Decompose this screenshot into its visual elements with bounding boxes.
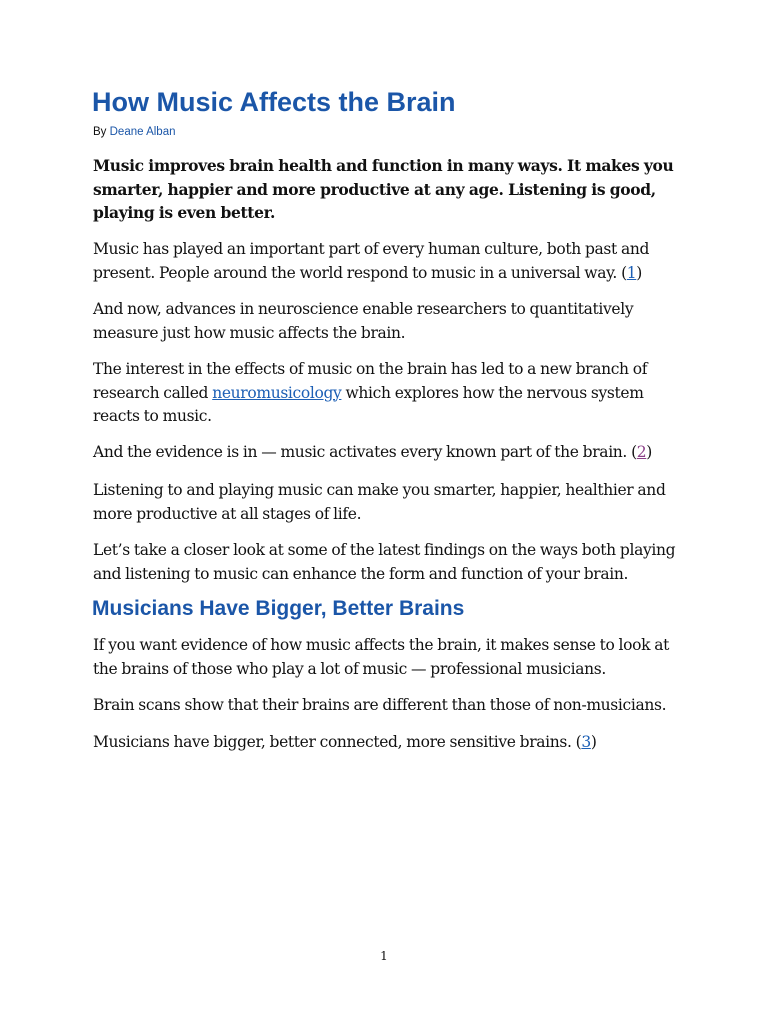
paragraph-evidence <box>93 441 683 465</box>
section-heading: Musicians Have Bigger, Better Brains <box>92 597 465 620</box>
neuromusicology-link[interactable]: neuromusicology <box>212 383 342 402</box>
paragraph-bigger-brains <box>93 731 683 755</box>
page-number: 1 <box>380 949 388 963</box>
paragraph-text: ) <box>636 263 642 282</box>
paragraph-brain-scans: Brain scans show that their brains are different than those of non-musicians. <box>93 696 667 714</box>
paragraph-text: ) <box>646 443 652 461</box>
citation-link-1[interactable]: 1 <box>626 263 637 282</box>
paragraph-musicians-evidence: If you want evidence of how music affects the brain, it makes sense to look at the brains of those who play a lot of music — professional musicians. <box>93 636 669 678</box>
paragraph-text: And the evidence is in — music activates every known part of the brain. ( <box>93 443 637 461</box>
paragraph-neuroscience: And now, advances in neuroscience enable researchers to quantitatively measure just how music affects the brain. <box>93 300 634 342</box>
paragraph-text: The interest in the effects of music on the brain has led to a new branch of research called <box>93 360 648 402</box>
paragraph-text: which explores how the nervous system reacts to music. <box>93 383 644 425</box>
citation-link-2[interactable]: 2 <box>636 443 647 461</box>
paragraph-benefits: Listening to and playing music can make you smarter, happier, healthier and more productive at all stages of life. <box>93 481 666 523</box>
byline <box>93 124 176 140</box>
byline-prefix: By <box>93 126 107 138</box>
paragraph-text: ) <box>590 733 597 751</box>
lead-paragraph: Music improves brain health and function in many ways. It makes you smarter, happier and more productive at any age. Listening is good, playing is even better. <box>93 156 674 222</box>
paragraph-closer-look: Let’s take a closer look at some of the latest findings on the ways both playing and listening to music can enhance the form and function of your brain. <box>93 541 676 583</box>
paragraph-text: Musicians have bigger, better connected, more sensitive brains. ( <box>93 733 582 751</box>
citation-link-3[interactable]: 3 <box>581 733 591 751</box>
article-title: How Music Affects the Brain <box>92 87 456 117</box>
author-link[interactable]: Deane Alban <box>109 126 176 138</box>
paragraph-neuromusicology <box>93 358 683 429</box>
paragraph-text: Music has played an important part of every human culture, both past and present. People around the world respond to music in a universal way. ( <box>93 240 650 282</box>
paragraph-culture <box>93 238 683 285</box>
